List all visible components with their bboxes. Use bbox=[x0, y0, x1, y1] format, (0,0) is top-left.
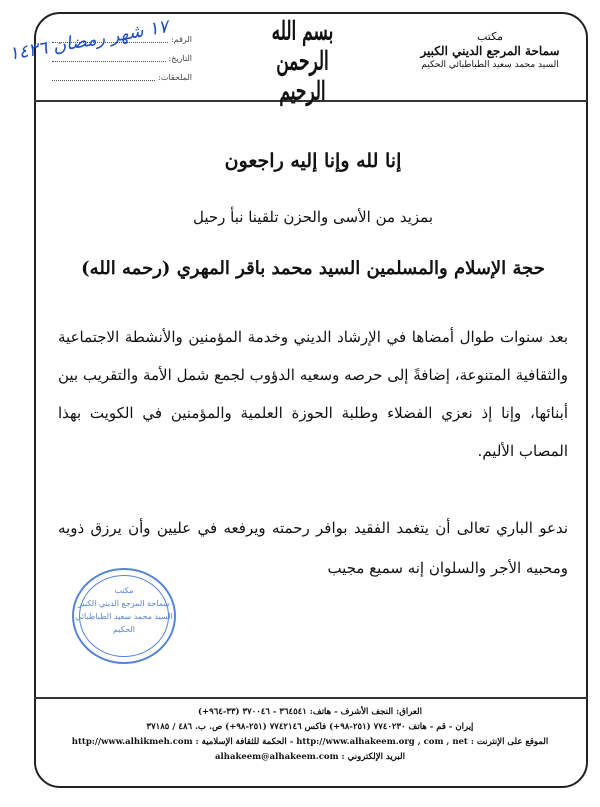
footer-contact bbox=[40, 705, 580, 765]
office-label: مكتب bbox=[476, 30, 504, 43]
basmala-calligraphy: بسم الله الرحمن الرحيم bbox=[271, 17, 334, 107]
footer-websites: الموقع على الإنترنت : http://www.alhakeem.org , com , net - الحكمة للثقافة الإسلامية : http://www.alhikmeh.com bbox=[71, 737, 549, 747]
attachments-label: الملحقات: bbox=[158, 73, 192, 82]
stamp-line: السيد محمد سعيد الطباطبائي bbox=[75, 612, 173, 621]
office-line1: سماحة المرجع الديني الكبير bbox=[420, 44, 560, 58]
office-letterhead bbox=[410, 30, 570, 72]
office-stamp bbox=[72, 568, 176, 664]
footer-iraq-address: العراق: النجف الأشرف - هاتف: ٣٦٤٥٤١ - ٣٧٠٠٤٦ (٣٣-٩٦٤+) bbox=[198, 707, 422, 717]
stamp-line: سماحة المرجع الديني الكبير bbox=[77, 599, 171, 608]
footer-divider bbox=[34, 697, 588, 699]
stamp-line: الحكيم bbox=[113, 625, 135, 634]
number-label: الرقم: bbox=[171, 35, 192, 44]
letter-subtitle: بمزيد من الأسى والحزن تلقينا نبأ رحيل bbox=[192, 208, 433, 226]
deceased-name: حجة الإسلام والمسلمين السيد محمد باقر المهري (رحمه الله) bbox=[81, 258, 545, 279]
footer-email: البريد الإلكتروني : alhakeem@alhakeem.com bbox=[215, 752, 405, 762]
handwritten-date: ١٧ شهر رمضان ١٤٣٦ bbox=[7, 16, 170, 65]
footer-iran-address: إيران - قم - هاتف ٧٧٤٠٢٣٠ (٢٥١-٩٨+) فاكس ٧٧٤٢١٤٦ (٢٥١-٩٨+) ص. ب. ٤٨٦ / ٣٧١٨٥ bbox=[146, 722, 474, 732]
paragraph-2: ندعو الباري تعالى أن يتغمد الفقيد بوافر رحمته ويرفعه في عليين وأن يرزق ذويه ومحبيه الأجر والسلوان إنه سميع مجيب bbox=[58, 519, 568, 577]
attachments-field bbox=[52, 68, 155, 81]
stamp-line: مكتب bbox=[114, 586, 134, 595]
letter-title: إنا لله وإنا إليه راجعون bbox=[224, 150, 402, 172]
date-label: التاريخ: bbox=[168, 54, 192, 63]
office-line2: السيد محمد سعيد الطباطبائي الحكيم bbox=[421, 60, 559, 70]
paragraph-1: بعد سنوات طوال أمضاها في الإرشاد الديني وخدمة المؤمنين والأنشطة الاجتماعية والثقافية المتنوعة، إضافةً إلى حرصه وسعيه الدؤوب لجمع شمل الأمة والتقريب بين أبنائها، وإنا إذ نعزي الفضلاء وطلبة الحوزة العلمية والمؤمنين في الكويت بهذا المصاب الأليم. bbox=[58, 328, 568, 460]
